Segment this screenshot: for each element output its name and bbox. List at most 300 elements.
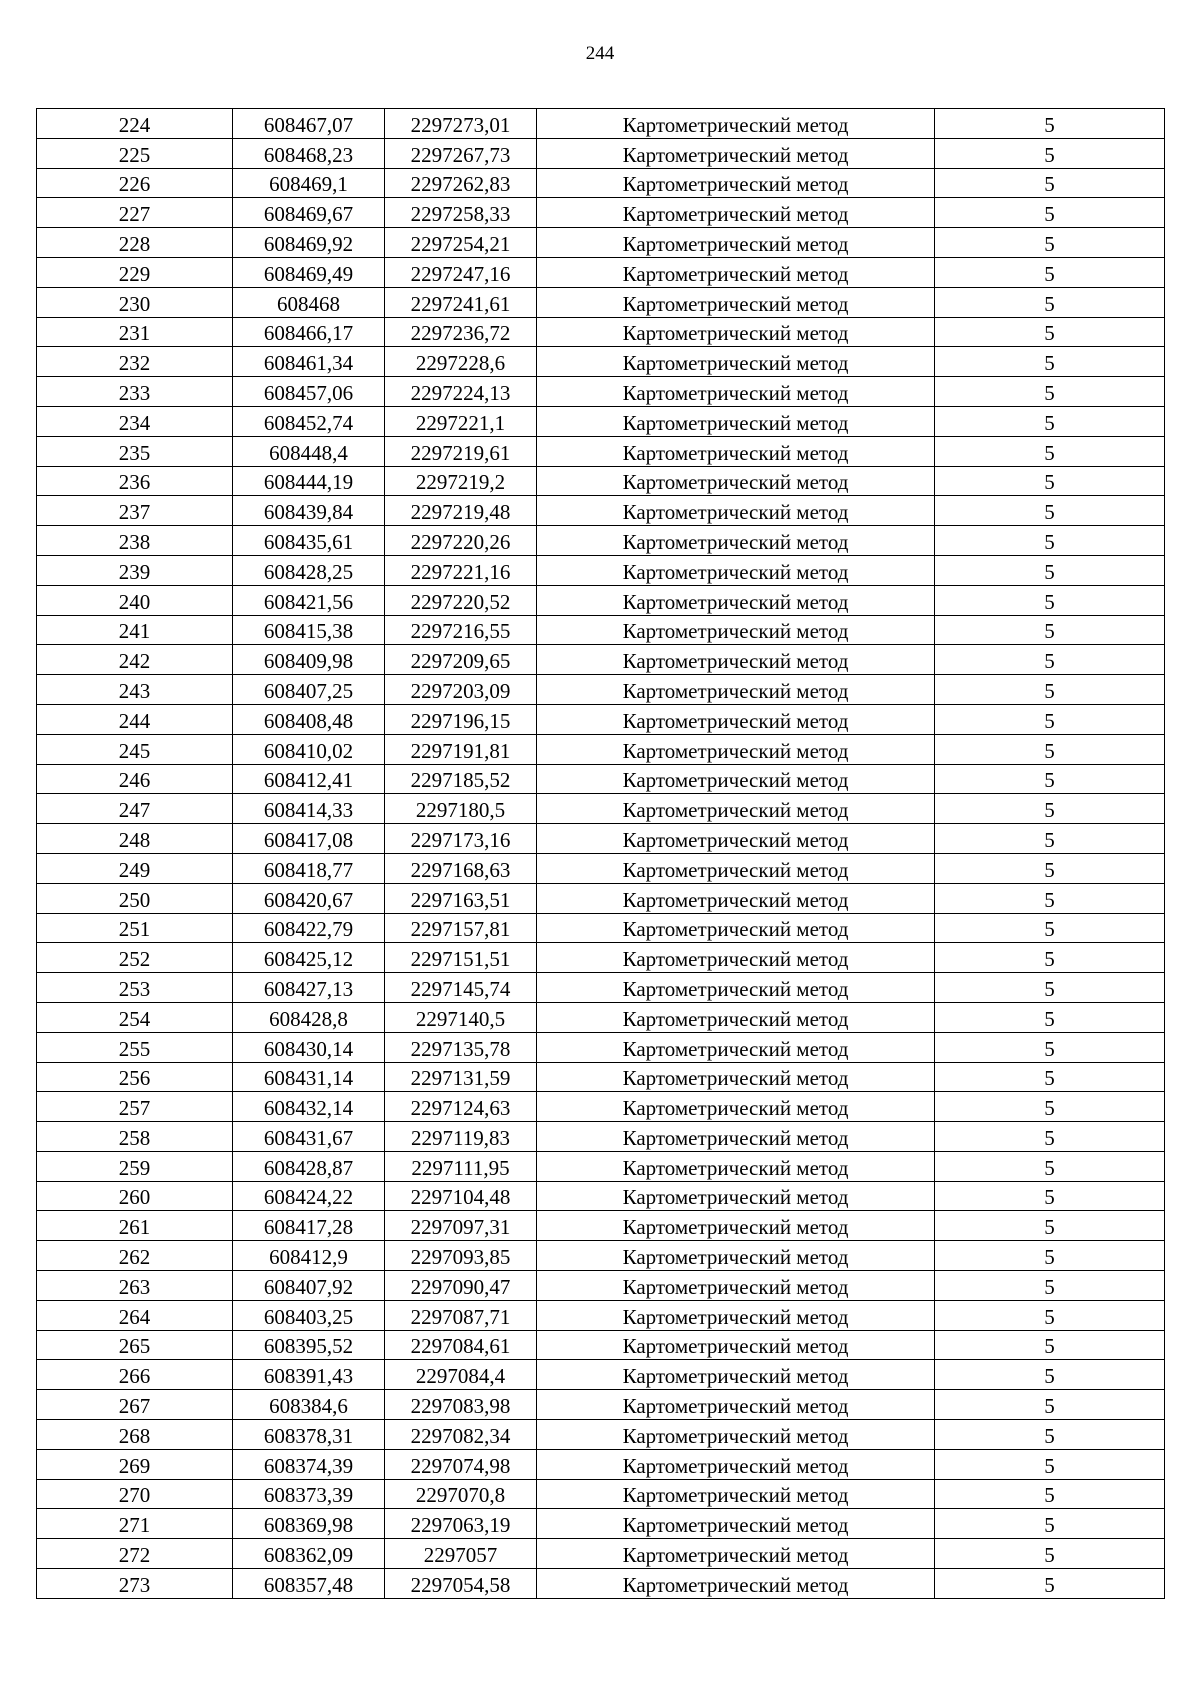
- y-coordinate-cell: 2297131,59: [385, 1062, 537, 1092]
- accuracy-cell: 5: [935, 168, 1165, 198]
- accuracy-cell: 5: [935, 1569, 1165, 1599]
- method-cell: Картометрический метод: [537, 1211, 935, 1241]
- table-row: [37, 1241, 1165, 1271]
- x-coordinate-cell: 608468,23: [233, 138, 385, 168]
- table-row: [37, 287, 1165, 317]
- method-cell: Картометрический метод: [537, 555, 935, 585]
- accuracy-cell: 5: [935, 675, 1165, 705]
- method-cell: Картометрический метод: [537, 973, 935, 1003]
- y-coordinate-cell: 2297074,98: [385, 1449, 537, 1479]
- x-coordinate-cell: 608422,79: [233, 913, 385, 943]
- x-coordinate-cell: 608431,67: [233, 1122, 385, 1152]
- y-coordinate-cell: 2297220,52: [385, 585, 537, 615]
- accuracy-cell: 5: [935, 1360, 1165, 1390]
- method-cell: Картометрический метод: [537, 168, 935, 198]
- x-coordinate-cell: 608457,06: [233, 377, 385, 407]
- point-number-cell: 261: [37, 1211, 233, 1241]
- table-row: [37, 138, 1165, 168]
- y-coordinate-cell: 2297191,81: [385, 734, 537, 764]
- point-number-cell: 269: [37, 1449, 233, 1479]
- point-number-cell: 236: [37, 466, 233, 496]
- point-number-cell: 253: [37, 973, 233, 1003]
- point-number-cell: 272: [37, 1539, 233, 1569]
- point-number-cell: 237: [37, 496, 233, 526]
- table-row: [37, 1211, 1165, 1241]
- method-cell: Картометрический метод: [537, 645, 935, 675]
- table-row: [37, 675, 1165, 705]
- y-coordinate-cell: 2297221,1: [385, 406, 537, 436]
- x-coordinate-cell: 608427,13: [233, 973, 385, 1003]
- table-row: [37, 377, 1165, 407]
- y-coordinate-cell: 2297258,33: [385, 198, 537, 228]
- y-coordinate-cell: 2297196,15: [385, 704, 537, 734]
- point-number-cell: 227: [37, 198, 233, 228]
- accuracy-cell: 5: [935, 585, 1165, 615]
- x-coordinate-cell: 608430,14: [233, 1032, 385, 1062]
- table-row: [37, 645, 1165, 675]
- table-row: [37, 1420, 1165, 1450]
- table-row: [37, 109, 1165, 139]
- accuracy-cell: 5: [935, 853, 1165, 883]
- point-number-cell: 265: [37, 1330, 233, 1360]
- y-coordinate-cell: 2297262,83: [385, 168, 537, 198]
- y-coordinate-cell: 2297221,16: [385, 555, 537, 585]
- y-coordinate-cell: 2297104,48: [385, 1181, 537, 1211]
- method-cell: Картометрический метод: [537, 317, 935, 347]
- accuracy-cell: 5: [935, 406, 1165, 436]
- accuracy-cell: 5: [935, 1092, 1165, 1122]
- accuracy-cell: 5: [935, 138, 1165, 168]
- table-row: [37, 943, 1165, 973]
- point-number-cell: 229: [37, 257, 233, 287]
- method-cell: Картометрический метод: [537, 1062, 935, 1092]
- method-cell: Картометрический метод: [537, 1151, 935, 1181]
- table-row: [37, 853, 1165, 883]
- table-row: [37, 585, 1165, 615]
- y-coordinate-cell: 2297241,61: [385, 287, 537, 317]
- method-cell: Картометрический метод: [537, 1122, 935, 1152]
- y-coordinate-cell: 2297273,01: [385, 109, 537, 139]
- table-row: [37, 913, 1165, 943]
- method-cell: Картометрический метод: [537, 1390, 935, 1420]
- table-row: [37, 734, 1165, 764]
- x-coordinate-cell: 608469,92: [233, 228, 385, 258]
- method-cell: Картометрический метод: [537, 1360, 935, 1390]
- x-coordinate-cell: 608467,07: [233, 109, 385, 139]
- x-coordinate-cell: 608415,38: [233, 615, 385, 645]
- accuracy-cell: 5: [935, 1420, 1165, 1450]
- accuracy-cell: 5: [935, 794, 1165, 824]
- method-cell: Картометрический метод: [537, 675, 935, 705]
- point-number-cell: 225: [37, 138, 233, 168]
- accuracy-cell: 5: [935, 734, 1165, 764]
- y-coordinate-cell: 2297220,26: [385, 526, 537, 556]
- table-row: [37, 555, 1165, 585]
- x-coordinate-cell: 608412,41: [233, 764, 385, 794]
- method-cell: Картометрический метод: [537, 466, 935, 496]
- method-cell: Картометрический метод: [537, 943, 935, 973]
- accuracy-cell: 5: [935, 1181, 1165, 1211]
- accuracy-cell: 5: [935, 824, 1165, 854]
- accuracy-cell: 5: [935, 1122, 1165, 1152]
- x-coordinate-cell: 608469,67: [233, 198, 385, 228]
- point-number-cell: 270: [37, 1479, 233, 1509]
- accuracy-cell: 5: [935, 496, 1165, 526]
- x-coordinate-cell: 608444,19: [233, 466, 385, 496]
- table-row: [37, 1569, 1165, 1599]
- y-coordinate-cell: 2297097,31: [385, 1211, 537, 1241]
- point-number-cell: 232: [37, 347, 233, 377]
- point-number-cell: 268: [37, 1420, 233, 1450]
- point-number-cell: 248: [37, 824, 233, 854]
- table-row: [37, 1360, 1165, 1390]
- x-coordinate-cell: 608424,22: [233, 1181, 385, 1211]
- method-cell: Картометрический метод: [537, 1420, 935, 1450]
- point-number-cell: 263: [37, 1271, 233, 1301]
- x-coordinate-cell: 608410,02: [233, 734, 385, 764]
- method-cell: Картометрический метод: [537, 436, 935, 466]
- accuracy-cell: 5: [935, 1151, 1165, 1181]
- x-coordinate-cell: 608414,33: [233, 794, 385, 824]
- x-coordinate-cell: 608407,25: [233, 675, 385, 705]
- table-row: [37, 406, 1165, 436]
- point-number-cell: 233: [37, 377, 233, 407]
- point-number-cell: 266: [37, 1360, 233, 1390]
- accuracy-cell: 5: [935, 1509, 1165, 1539]
- accuracy-cell: 5: [935, 913, 1165, 943]
- accuracy-cell: 5: [935, 228, 1165, 258]
- method-cell: Картометрический метод: [537, 704, 935, 734]
- table-row: [37, 615, 1165, 645]
- y-coordinate-cell: 2297151,51: [385, 943, 537, 973]
- y-coordinate-cell: 2297228,6: [385, 347, 537, 377]
- method-cell: Картометрический метод: [537, 347, 935, 377]
- point-number-cell: 238: [37, 526, 233, 556]
- table-row: [37, 1151, 1165, 1181]
- table-row: [37, 1271, 1165, 1301]
- accuracy-cell: 5: [935, 1032, 1165, 1062]
- table-row: [37, 496, 1165, 526]
- x-coordinate-cell: 608421,56: [233, 585, 385, 615]
- y-coordinate-cell: 2297054,58: [385, 1569, 537, 1599]
- table-row: [37, 526, 1165, 556]
- table-row: [37, 1479, 1165, 1509]
- accuracy-cell: 5: [935, 257, 1165, 287]
- accuracy-cell: 5: [935, 555, 1165, 585]
- accuracy-cell: 5: [935, 109, 1165, 139]
- table-row: [37, 1390, 1165, 1420]
- method-cell: Картометрический метод: [537, 1181, 935, 1211]
- x-coordinate-cell: 608417,08: [233, 824, 385, 854]
- method-cell: Картометрический метод: [537, 585, 935, 615]
- point-number-cell: 260: [37, 1181, 233, 1211]
- x-coordinate-cell: 608373,39: [233, 1479, 385, 1509]
- y-coordinate-cell: 2297111,95: [385, 1151, 537, 1181]
- x-coordinate-cell: 608431,14: [233, 1062, 385, 1092]
- method-cell: Картометрический метод: [537, 1241, 935, 1271]
- point-number-cell: 251: [37, 913, 233, 943]
- accuracy-cell: 5: [935, 764, 1165, 794]
- method-cell: Картометрический метод: [537, 1509, 935, 1539]
- method-cell: Картометрический метод: [537, 1449, 935, 1479]
- method-cell: Картометрический метод: [537, 1569, 935, 1599]
- coordinates-table-body: [37, 109, 1165, 1599]
- x-coordinate-cell: 608468: [233, 287, 385, 317]
- x-coordinate-cell: 608395,52: [233, 1330, 385, 1360]
- point-number-cell: 247: [37, 794, 233, 824]
- accuracy-cell: 5: [935, 1271, 1165, 1301]
- y-coordinate-cell: 2297083,98: [385, 1390, 537, 1420]
- x-coordinate-cell: 608362,09: [233, 1539, 385, 1569]
- x-coordinate-cell: 608369,98: [233, 1509, 385, 1539]
- point-number-cell: 259: [37, 1151, 233, 1181]
- method-cell: Картометрический метод: [537, 228, 935, 258]
- y-coordinate-cell: 2297140,5: [385, 1002, 537, 1032]
- point-number-cell: 235: [37, 436, 233, 466]
- x-coordinate-cell: 608439,84: [233, 496, 385, 526]
- y-coordinate-cell: 2297057: [385, 1539, 537, 1569]
- method-cell: Картометрический метод: [537, 794, 935, 824]
- method-cell: Картометрический метод: [537, 764, 935, 794]
- table-row: [37, 1509, 1165, 1539]
- method-cell: Картометрический метод: [537, 406, 935, 436]
- table-row: [37, 1181, 1165, 1211]
- point-number-cell: 252: [37, 943, 233, 973]
- point-number-cell: 243: [37, 675, 233, 705]
- y-coordinate-cell: 2297163,51: [385, 883, 537, 913]
- x-coordinate-cell: 608403,25: [233, 1300, 385, 1330]
- table-row: [37, 436, 1165, 466]
- y-coordinate-cell: 2297219,48: [385, 496, 537, 526]
- x-coordinate-cell: 608420,67: [233, 883, 385, 913]
- table-row: [37, 1062, 1165, 1092]
- table-row: [37, 794, 1165, 824]
- method-cell: Картометрический метод: [537, 913, 935, 943]
- method-cell: Картометрический метод: [537, 734, 935, 764]
- y-coordinate-cell: 2297247,16: [385, 257, 537, 287]
- point-number-cell: 250: [37, 883, 233, 913]
- accuracy-cell: 5: [935, 943, 1165, 973]
- point-number-cell: 231: [37, 317, 233, 347]
- point-number-cell: 267: [37, 1390, 233, 1420]
- method-cell: Картометрический метод: [537, 287, 935, 317]
- x-coordinate-cell: 608461,34: [233, 347, 385, 377]
- point-number-cell: 273: [37, 1569, 233, 1599]
- y-coordinate-cell: 2297180,5: [385, 794, 537, 824]
- y-coordinate-cell: 2297219,61: [385, 436, 537, 466]
- x-coordinate-cell: 608391,43: [233, 1360, 385, 1390]
- method-cell: Картометрический метод: [537, 1092, 935, 1122]
- y-coordinate-cell: 2297087,71: [385, 1300, 537, 1330]
- x-coordinate-cell: 608407,92: [233, 1271, 385, 1301]
- accuracy-cell: 5: [935, 198, 1165, 228]
- y-coordinate-cell: 2297219,2: [385, 466, 537, 496]
- table-row: [37, 1539, 1165, 1569]
- point-number-cell: 262: [37, 1241, 233, 1271]
- x-coordinate-cell: 608408,48: [233, 704, 385, 734]
- accuracy-cell: 5: [935, 347, 1165, 377]
- method-cell: Картометрический метод: [537, 377, 935, 407]
- x-coordinate-cell: 608428,25: [233, 555, 385, 585]
- method-cell: Картометрический метод: [537, 853, 935, 883]
- method-cell: Картометрический метод: [537, 1271, 935, 1301]
- table-row: [37, 347, 1165, 377]
- y-coordinate-cell: 2297224,13: [385, 377, 537, 407]
- method-cell: Картометрический метод: [537, 138, 935, 168]
- table-row: [37, 764, 1165, 794]
- y-coordinate-cell: 2297209,65: [385, 645, 537, 675]
- accuracy-cell: 5: [935, 1539, 1165, 1569]
- point-number-cell: 257: [37, 1092, 233, 1122]
- method-cell: Картометрический метод: [537, 526, 935, 556]
- x-coordinate-cell: 608418,77: [233, 853, 385, 883]
- point-number-cell: 226: [37, 168, 233, 198]
- accuracy-cell: 5: [935, 1062, 1165, 1092]
- x-coordinate-cell: 608452,74: [233, 406, 385, 436]
- x-coordinate-cell: 608409,98: [233, 645, 385, 675]
- y-coordinate-cell: 2297216,55: [385, 615, 537, 645]
- x-coordinate-cell: 608432,14: [233, 1092, 385, 1122]
- x-coordinate-cell: 608357,48: [233, 1569, 385, 1599]
- accuracy-cell: 5: [935, 436, 1165, 466]
- table-row: [37, 1032, 1165, 1062]
- accuracy-cell: 5: [935, 1211, 1165, 1241]
- y-coordinate-cell: 2297254,21: [385, 228, 537, 258]
- x-coordinate-cell: 608428,87: [233, 1151, 385, 1181]
- table-row: [37, 1002, 1165, 1032]
- y-coordinate-cell: 2297157,81: [385, 913, 537, 943]
- point-number-cell: 245: [37, 734, 233, 764]
- y-coordinate-cell: 2297185,52: [385, 764, 537, 794]
- y-coordinate-cell: 2297063,19: [385, 1509, 537, 1539]
- point-number-cell: 244: [37, 704, 233, 734]
- table-row: [37, 1122, 1165, 1152]
- point-number-cell: 230: [37, 287, 233, 317]
- table-row: [37, 466, 1165, 496]
- x-coordinate-cell: 608469,49: [233, 257, 385, 287]
- point-number-cell: 271: [37, 1509, 233, 1539]
- y-coordinate-cell: 2297084,61: [385, 1330, 537, 1360]
- table-row: [37, 198, 1165, 228]
- y-coordinate-cell: 2297267,73: [385, 138, 537, 168]
- method-cell: Картометрический метод: [537, 1002, 935, 1032]
- accuracy-cell: 5: [935, 1449, 1165, 1479]
- accuracy-cell: 5: [935, 287, 1165, 317]
- accuracy-cell: 5: [935, 377, 1165, 407]
- method-cell: Картометрический метод: [537, 109, 935, 139]
- table-row: [37, 317, 1165, 347]
- x-coordinate-cell: 608417,28: [233, 1211, 385, 1241]
- point-number-cell: 258: [37, 1122, 233, 1152]
- table-row: [37, 1449, 1165, 1479]
- point-number-cell: 246: [37, 764, 233, 794]
- accuracy-cell: 5: [935, 466, 1165, 496]
- y-coordinate-cell: 2297135,78: [385, 1032, 537, 1062]
- point-number-cell: 234: [37, 406, 233, 436]
- method-cell: Картометрический метод: [537, 1479, 935, 1509]
- accuracy-cell: 5: [935, 1002, 1165, 1032]
- accuracy-cell: 5: [935, 526, 1165, 556]
- y-coordinate-cell: 2297236,72: [385, 317, 537, 347]
- accuracy-cell: 5: [935, 645, 1165, 675]
- accuracy-cell: 5: [935, 704, 1165, 734]
- accuracy-cell: 5: [935, 1479, 1165, 1509]
- x-coordinate-cell: 608435,61: [233, 526, 385, 556]
- method-cell: Картометрический метод: [537, 1032, 935, 1062]
- coordinates-table: [36, 108, 1165, 1599]
- point-number-cell: 242: [37, 645, 233, 675]
- table-row: [37, 257, 1165, 287]
- y-coordinate-cell: 2297173,16: [385, 824, 537, 854]
- x-coordinate-cell: 608466,17: [233, 317, 385, 347]
- y-coordinate-cell: 2297084,4: [385, 1360, 537, 1390]
- x-coordinate-cell: 608469,1: [233, 168, 385, 198]
- method-cell: Картометрический метод: [537, 615, 935, 645]
- method-cell: Картометрический метод: [537, 496, 935, 526]
- accuracy-cell: 5: [935, 1390, 1165, 1420]
- x-coordinate-cell: 608412,9: [233, 1241, 385, 1271]
- point-number-cell: 224: [37, 109, 233, 139]
- accuracy-cell: 5: [935, 317, 1165, 347]
- method-cell: Картометрический метод: [537, 1300, 935, 1330]
- y-coordinate-cell: 2297082,34: [385, 1420, 537, 1450]
- y-coordinate-cell: 2297168,63: [385, 853, 537, 883]
- method-cell: Картометрический метод: [537, 198, 935, 228]
- point-number-cell: 255: [37, 1032, 233, 1062]
- accuracy-cell: 5: [935, 1300, 1165, 1330]
- y-coordinate-cell: 2297119,83: [385, 1122, 537, 1152]
- point-number-cell: 239: [37, 555, 233, 585]
- table-row: [37, 824, 1165, 854]
- table-row: [37, 1330, 1165, 1360]
- y-coordinate-cell: 2297090,47: [385, 1271, 537, 1301]
- y-coordinate-cell: 2297203,09: [385, 675, 537, 705]
- accuracy-cell: 5: [935, 973, 1165, 1003]
- point-number-cell: 254: [37, 1002, 233, 1032]
- page-number: 244: [585, 43, 615, 64]
- y-coordinate-cell: 2297093,85: [385, 1241, 537, 1271]
- x-coordinate-cell: 608428,8: [233, 1002, 385, 1032]
- point-number-cell: 228: [37, 228, 233, 258]
- table-row: [37, 704, 1165, 734]
- table-row: [37, 1092, 1165, 1122]
- y-coordinate-cell: 2297124,63: [385, 1092, 537, 1122]
- x-coordinate-cell: 608425,12: [233, 943, 385, 973]
- accuracy-cell: 5: [935, 1330, 1165, 1360]
- method-cell: Картометрический метод: [537, 257, 935, 287]
- method-cell: Картометрический метод: [537, 1330, 935, 1360]
- point-number-cell: 249: [37, 853, 233, 883]
- table-row: [37, 1300, 1165, 1330]
- x-coordinate-cell: 608374,39: [233, 1449, 385, 1479]
- point-number-cell: 264: [37, 1300, 233, 1330]
- x-coordinate-cell: 608378,31: [233, 1420, 385, 1450]
- accuracy-cell: 5: [935, 615, 1165, 645]
- method-cell: Картометрический метод: [537, 883, 935, 913]
- point-number-cell: 240: [37, 585, 233, 615]
- table-row: [37, 973, 1165, 1003]
- accuracy-cell: 5: [935, 1241, 1165, 1271]
- table-row: [37, 168, 1165, 198]
- point-number-cell: 241: [37, 615, 233, 645]
- method-cell: Картометрический метод: [537, 1539, 935, 1569]
- x-coordinate-cell: 608384,6: [233, 1390, 385, 1420]
- method-cell: Картометрический метод: [537, 824, 935, 854]
- y-coordinate-cell: 2297070,8: [385, 1479, 537, 1509]
- point-number-cell: 256: [37, 1062, 233, 1092]
- y-coordinate-cell: 2297145,74: [385, 973, 537, 1003]
- x-coordinate-cell: 608448,4: [233, 436, 385, 466]
